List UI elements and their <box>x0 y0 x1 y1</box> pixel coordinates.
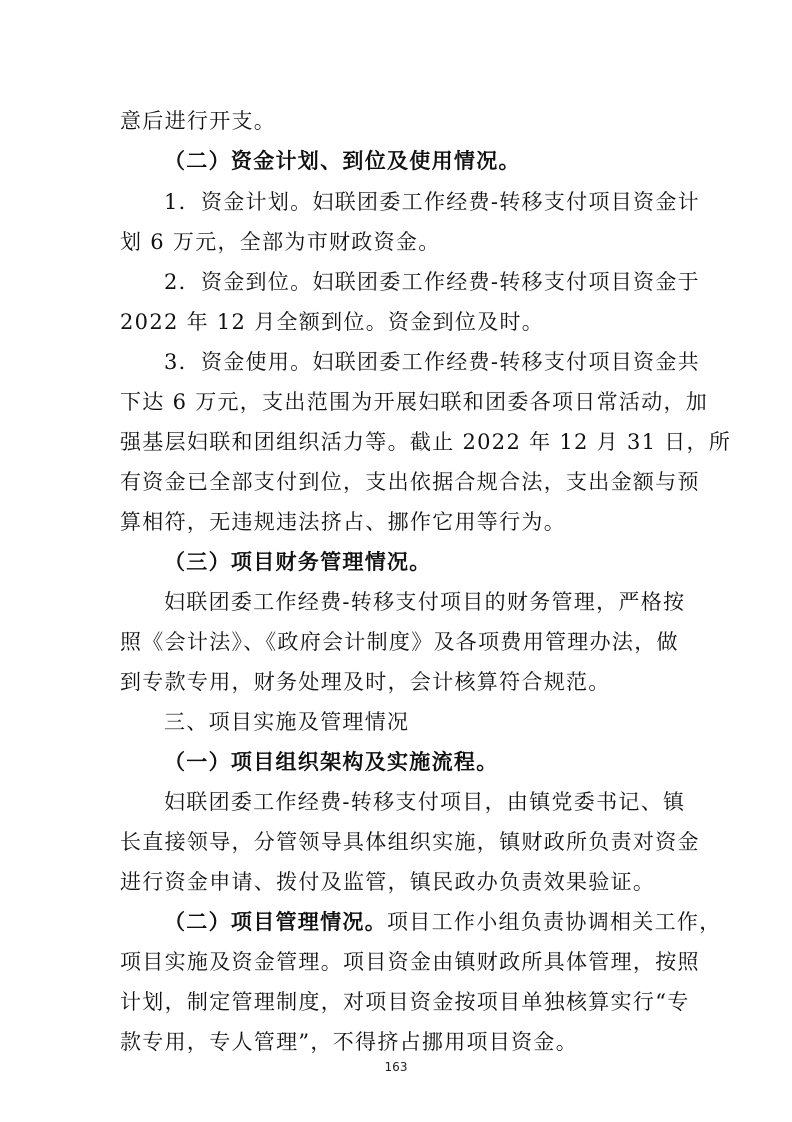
section-heading: （二）资金计划、到位及使用情况。 <box>164 148 521 173</box>
text-line: 进行资金申请、拨付及监管，镇民政办负责效果验证。 <box>120 870 656 894</box>
text-line: 计划，制定管理制度，对项目资金按项目单独核算实行“专 <box>120 990 690 1014</box>
text-line: 强基层妇联和团组织活力等。截止 2022 年 12 月 31 日，所 <box>120 430 732 454</box>
text-line: 妇联团委工作经费-转移支付项目，由镇党委书记、镇 <box>164 790 686 814</box>
text-line: 照《会计法》、《政府会计制度》及各项费用管理办法，做 <box>120 630 679 654</box>
text-line: 1．资金计划。妇联团委工作经费-转移支付项目资金计 <box>164 190 700 214</box>
section-heading: （一）项目组织架构及实施流程。 <box>164 749 499 774</box>
text-line: 长直接领导，分管领导具体组织实施，镇财政所负责对资金 <box>120 830 700 854</box>
text-line: 意后进行开支。 <box>120 109 277 133</box>
text-line: 算相符，无违规违法挤占、挪作它用等行为。 <box>120 510 566 534</box>
text-line: 项目实施及资金管理。项目资金由镇财政所具体管理，按照 <box>120 950 700 974</box>
text-line: 3．资金使用。妇联团委工作经费-转移支付项目资金共 <box>164 350 700 374</box>
section-heading: （三）项目财务管理情况。 <box>164 549 432 574</box>
text-line: 2022 年 12 月全额到位。资金到位及时。 <box>120 310 545 334</box>
text-line: 有资金已全部支付到位，支出依据合规合法，支出金额与预 <box>120 470 700 494</box>
text-line: 到专款专用，财务处理及时，会计核算符合规范。 <box>120 670 611 694</box>
page-number: 163 <box>384 1060 408 1074</box>
text-line: 款专用，专人管理”，不得挤占挪用项目资金。 <box>120 1030 579 1054</box>
text-line: 妇联团委工作经费-转移支付项目的财务管理，严格按 <box>164 590 686 614</box>
inline-heading: （二）项目管理情况。 <box>164 909 387 934</box>
chapter-heading: 三、项目实施及管理情况 <box>164 710 410 734</box>
text-line-with-inline-heading <box>164 909 722 935</box>
text-line: 下达 6 万元，支出范围为开展妇联和团委各项日常活动，加 <box>120 390 709 414</box>
text-line: 划 6 万元，全部为市财政资金。 <box>120 230 441 254</box>
text-line: 2．资金到位。妇联团委工作经费-转移支付项目资金于 <box>164 270 700 294</box>
inline-text: 项目工作小组负责协调相关工作， <box>387 910 722 934</box>
